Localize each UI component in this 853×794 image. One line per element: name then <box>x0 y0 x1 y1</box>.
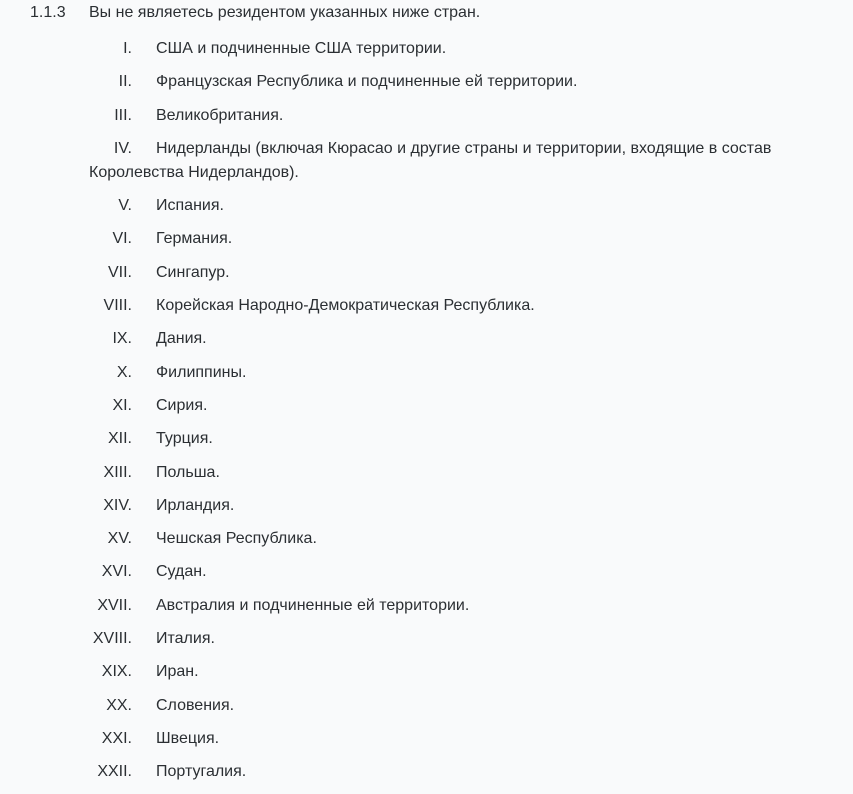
list-item-text: Нидерланды (включая Кюрасао и другие страны и территории, входящие в состав Королевства Нидерландов). <box>89 139 772 181</box>
list-item <box>0 137 853 185</box>
list-numeral: XX. <box>106 696 132 714</box>
list-numeral: XVII. <box>97 596 132 614</box>
list-numeral: XVI. <box>101 563 132 581</box>
list-numeral: X. <box>116 363 132 381</box>
list-item <box>0 227 853 251</box>
list-item-text: США и подчиненные США территории. <box>156 40 447 57</box>
list-item-text: Германия. <box>156 230 233 248</box>
list-numeral: XV. <box>107 530 132 548</box>
list-item <box>0 70 853 94</box>
list-item-text: Филиппины. <box>156 363 247 381</box>
list-numeral: VII. <box>107 263 132 281</box>
list-item-text: Швеция. <box>156 729 220 747</box>
list-item <box>0 104 853 128</box>
list-item <box>0 494 853 518</box>
list-item-text: Дания. <box>156 330 207 348</box>
list-numeral: XIII. <box>103 463 132 481</box>
list-numeral: IX. <box>112 330 132 348</box>
list-item <box>0 261 853 285</box>
list-item-text: Австралия и подчиненные ей территории. <box>156 596 470 614</box>
list-item-text: Французская Республика и подчиненные ей территории. <box>156 73 578 91</box>
list-item <box>0 427 853 451</box>
list-item <box>0 560 853 584</box>
country-list <box>0 37 853 794</box>
list-item <box>0 694 853 718</box>
clause-text: Вы не являетесь резидентом указанных ниже стран. <box>89 4 481 21</box>
list-item-text: Португалия. <box>156 763 247 781</box>
list-item-text: Ирландия. <box>156 496 235 514</box>
list-numeral: II. <box>118 73 132 91</box>
list-item <box>0 361 853 385</box>
list-numeral: V. <box>118 197 132 215</box>
list-numeral: XI. <box>112 396 132 414</box>
list-item <box>0 727 853 751</box>
list-item <box>0 461 853 485</box>
list-numeral: XXII. <box>97 763 132 781</box>
list-item-text: Словения. <box>156 696 235 714</box>
list-item <box>0 37 853 61</box>
list-item <box>0 394 853 418</box>
list-item-text: Сирия. <box>156 396 208 414</box>
list-item <box>0 527 853 551</box>
list-item <box>0 660 853 684</box>
list-item-text: Чешская Республика. <box>156 530 317 548</box>
list-item-text: Турция. <box>156 430 213 448</box>
list-numeral: XIV. <box>103 496 132 514</box>
list-item-text: Судан. <box>156 563 207 581</box>
list-numeral: XXI. <box>101 729 132 747</box>
list-item <box>0 327 853 351</box>
list-numeral: XII. <box>107 430 132 448</box>
list-numeral: IV. <box>113 139 132 157</box>
clause-number: 1.1.3 <box>30 4 66 21</box>
list-item <box>0 294 853 318</box>
list-item <box>0 594 853 618</box>
list-item-text: Иран. <box>156 663 199 681</box>
list-numeral: VIII. <box>103 297 132 315</box>
list-numeral: XIX. <box>101 663 132 681</box>
list-item <box>0 627 853 651</box>
list-item-text: Корейская Народно-Демократическая Республика. <box>156 297 535 315</box>
list-item-text: Сингапур. <box>156 263 230 281</box>
list-numeral: VI. <box>112 230 132 248</box>
list-item-text: Польша. <box>156 463 220 481</box>
list-item-text: Испания. <box>156 197 224 215</box>
list-item-text: Италия. <box>156 630 215 648</box>
list-numeral: XVIII. <box>92 630 132 648</box>
list-item-text: Великобритания. <box>156 106 284 124</box>
list-numeral: I. <box>123 40 132 57</box>
list-item <box>0 194 853 218</box>
list-item <box>0 760 853 784</box>
list-numeral: III. <box>114 106 132 124</box>
